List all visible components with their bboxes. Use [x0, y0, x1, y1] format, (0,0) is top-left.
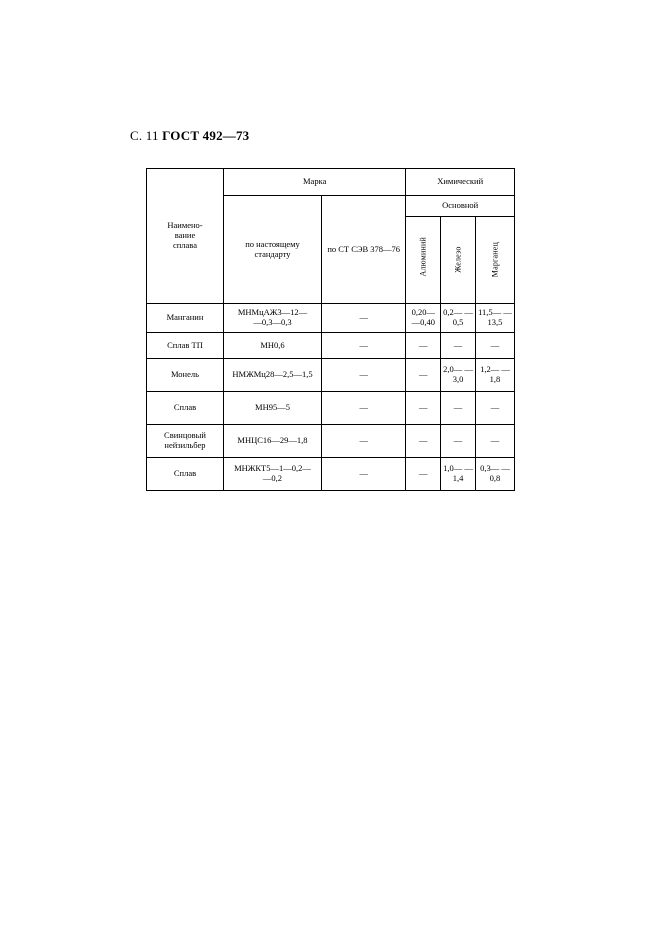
- cell-manganese-line1: 11,5—: [478, 307, 502, 318]
- header-standard-current-line1: по настоящему: [245, 238, 300, 249]
- cell-alloy-name: Манганин: [147, 304, 224, 333]
- table-header-row-1: [147, 169, 515, 196]
- cell-alloy-name: Сплав: [147, 458, 224, 491]
- cell-alloy-name-line2: нейзильбер: [164, 440, 206, 450]
- cell-manganese: [475, 304, 514, 333]
- header-standard-sev: по СТ СЭВ 378—76: [322, 196, 406, 304]
- header-manganese-label: Марганец: [490, 242, 500, 278]
- cell-manganese: —: [475, 333, 514, 359]
- cell-alloy-name-line1: Свинцовый: [164, 430, 206, 441]
- table-row: [147, 333, 515, 359]
- table-row: [147, 425, 515, 458]
- alloy-specification-table: [146, 168, 515, 491]
- cell-standard-current-line1: МНМцАЖ3—12—: [237, 307, 308, 318]
- cell-aluminium: [406, 304, 441, 333]
- header-manganese: [475, 217, 514, 304]
- cell-manganese-line2: —0,8: [489, 463, 510, 483]
- page-header: [130, 128, 249, 144]
- cell-standard-sev: —: [322, 425, 406, 458]
- cell-standard-current: МН95—5: [223, 392, 321, 425]
- cell-iron: [441, 304, 476, 333]
- cell-manganese: —: [475, 392, 514, 425]
- cell-standard-sev: —: [322, 304, 406, 333]
- cell-manganese: [475, 458, 514, 491]
- cell-aluminium-line1: 0,20—: [411, 307, 435, 318]
- header-marka: Марка: [223, 169, 405, 196]
- cell-manganese-line1: 0,3—: [480, 463, 500, 474]
- cell-alloy-name: Сплав ТП: [147, 333, 224, 359]
- cell-manganese-line2: —1,8: [489, 364, 510, 384]
- header-alloy-name-line2: вание: [174, 230, 196, 241]
- header-chemical: Химический: [406, 169, 515, 196]
- cell-iron-line1: 1,0—: [443, 463, 463, 474]
- table-row: [147, 458, 515, 491]
- cell-manganese-line1: 1,2—: [480, 364, 500, 375]
- header-aluminium: [406, 217, 441, 304]
- cell-alloy-name: Монель: [147, 359, 224, 392]
- cell-standard-current: НМЖМц28—2,5—1,5: [223, 359, 321, 392]
- table-row: [147, 392, 515, 425]
- cell-aluminium: —: [406, 333, 441, 359]
- cell-iron: [441, 458, 476, 491]
- cell-standard-current: [223, 304, 321, 333]
- header-iron: [441, 217, 476, 304]
- cell-standard-current: МН0,6: [223, 333, 321, 359]
- page-number: С. 11: [130, 128, 159, 143]
- cell-iron-line2: —1,4: [452, 463, 473, 483]
- table-row: [147, 304, 515, 333]
- cell-standard-sev: —: [322, 392, 406, 425]
- cell-manganese-line2: —13,5: [487, 307, 512, 327]
- cell-aluminium: —: [406, 392, 441, 425]
- cell-aluminium: —: [406, 425, 441, 458]
- cell-iron-line1: 2,0—: [443, 364, 463, 375]
- cell-standard-current-line2: —0,2: [262, 473, 283, 483]
- header-standard-current-line2: стандарту: [254, 248, 291, 259]
- header-iron-label: Железо: [453, 246, 463, 274]
- cell-iron-line2: —0,5: [452, 307, 473, 327]
- cell-standard-sev: —: [322, 458, 406, 491]
- cell-aluminium: —: [406, 359, 441, 392]
- cell-manganese: —: [475, 425, 514, 458]
- cell-standard-current: [223, 458, 321, 491]
- cell-iron-line1: 0,2—: [443, 307, 463, 318]
- cell-iron: —: [441, 333, 476, 359]
- cell-manganese: [475, 359, 514, 392]
- table-row: [147, 359, 515, 392]
- cell-aluminium: —: [406, 458, 441, 491]
- header-alloy-name-line3: сплава: [172, 239, 197, 250]
- cell-standard-current-line1: МНЖКТ5—1—0,2—: [234, 463, 311, 474]
- cell-standard-current-line2: —0,3—0,3: [253, 317, 292, 327]
- cell-standard-sev: —: [322, 359, 406, 392]
- cell-standard-current: МНЦС16—29—1,8: [223, 425, 321, 458]
- cell-iron: [441, 359, 476, 392]
- cell-iron: —: [441, 392, 476, 425]
- header-alloy-name-line1: Наимено-: [167, 220, 203, 231]
- cell-aluminium-line2: —0,40: [411, 317, 435, 327]
- header-standard-current: [223, 196, 321, 304]
- cell-alloy-name: Сплав: [147, 392, 224, 425]
- standard-designation: ГОСТ 492—73: [162, 128, 250, 143]
- cell-alloy-name: [147, 425, 224, 458]
- cell-iron-line2: —3,0: [452, 364, 473, 384]
- header-aluminium-label: Алюминий: [418, 237, 428, 277]
- cell-iron: —: [441, 425, 476, 458]
- header-osnovnoy: Основной: [406, 196, 515, 217]
- header-alloy-name: [147, 169, 224, 304]
- cell-standard-sev: —: [322, 333, 406, 359]
